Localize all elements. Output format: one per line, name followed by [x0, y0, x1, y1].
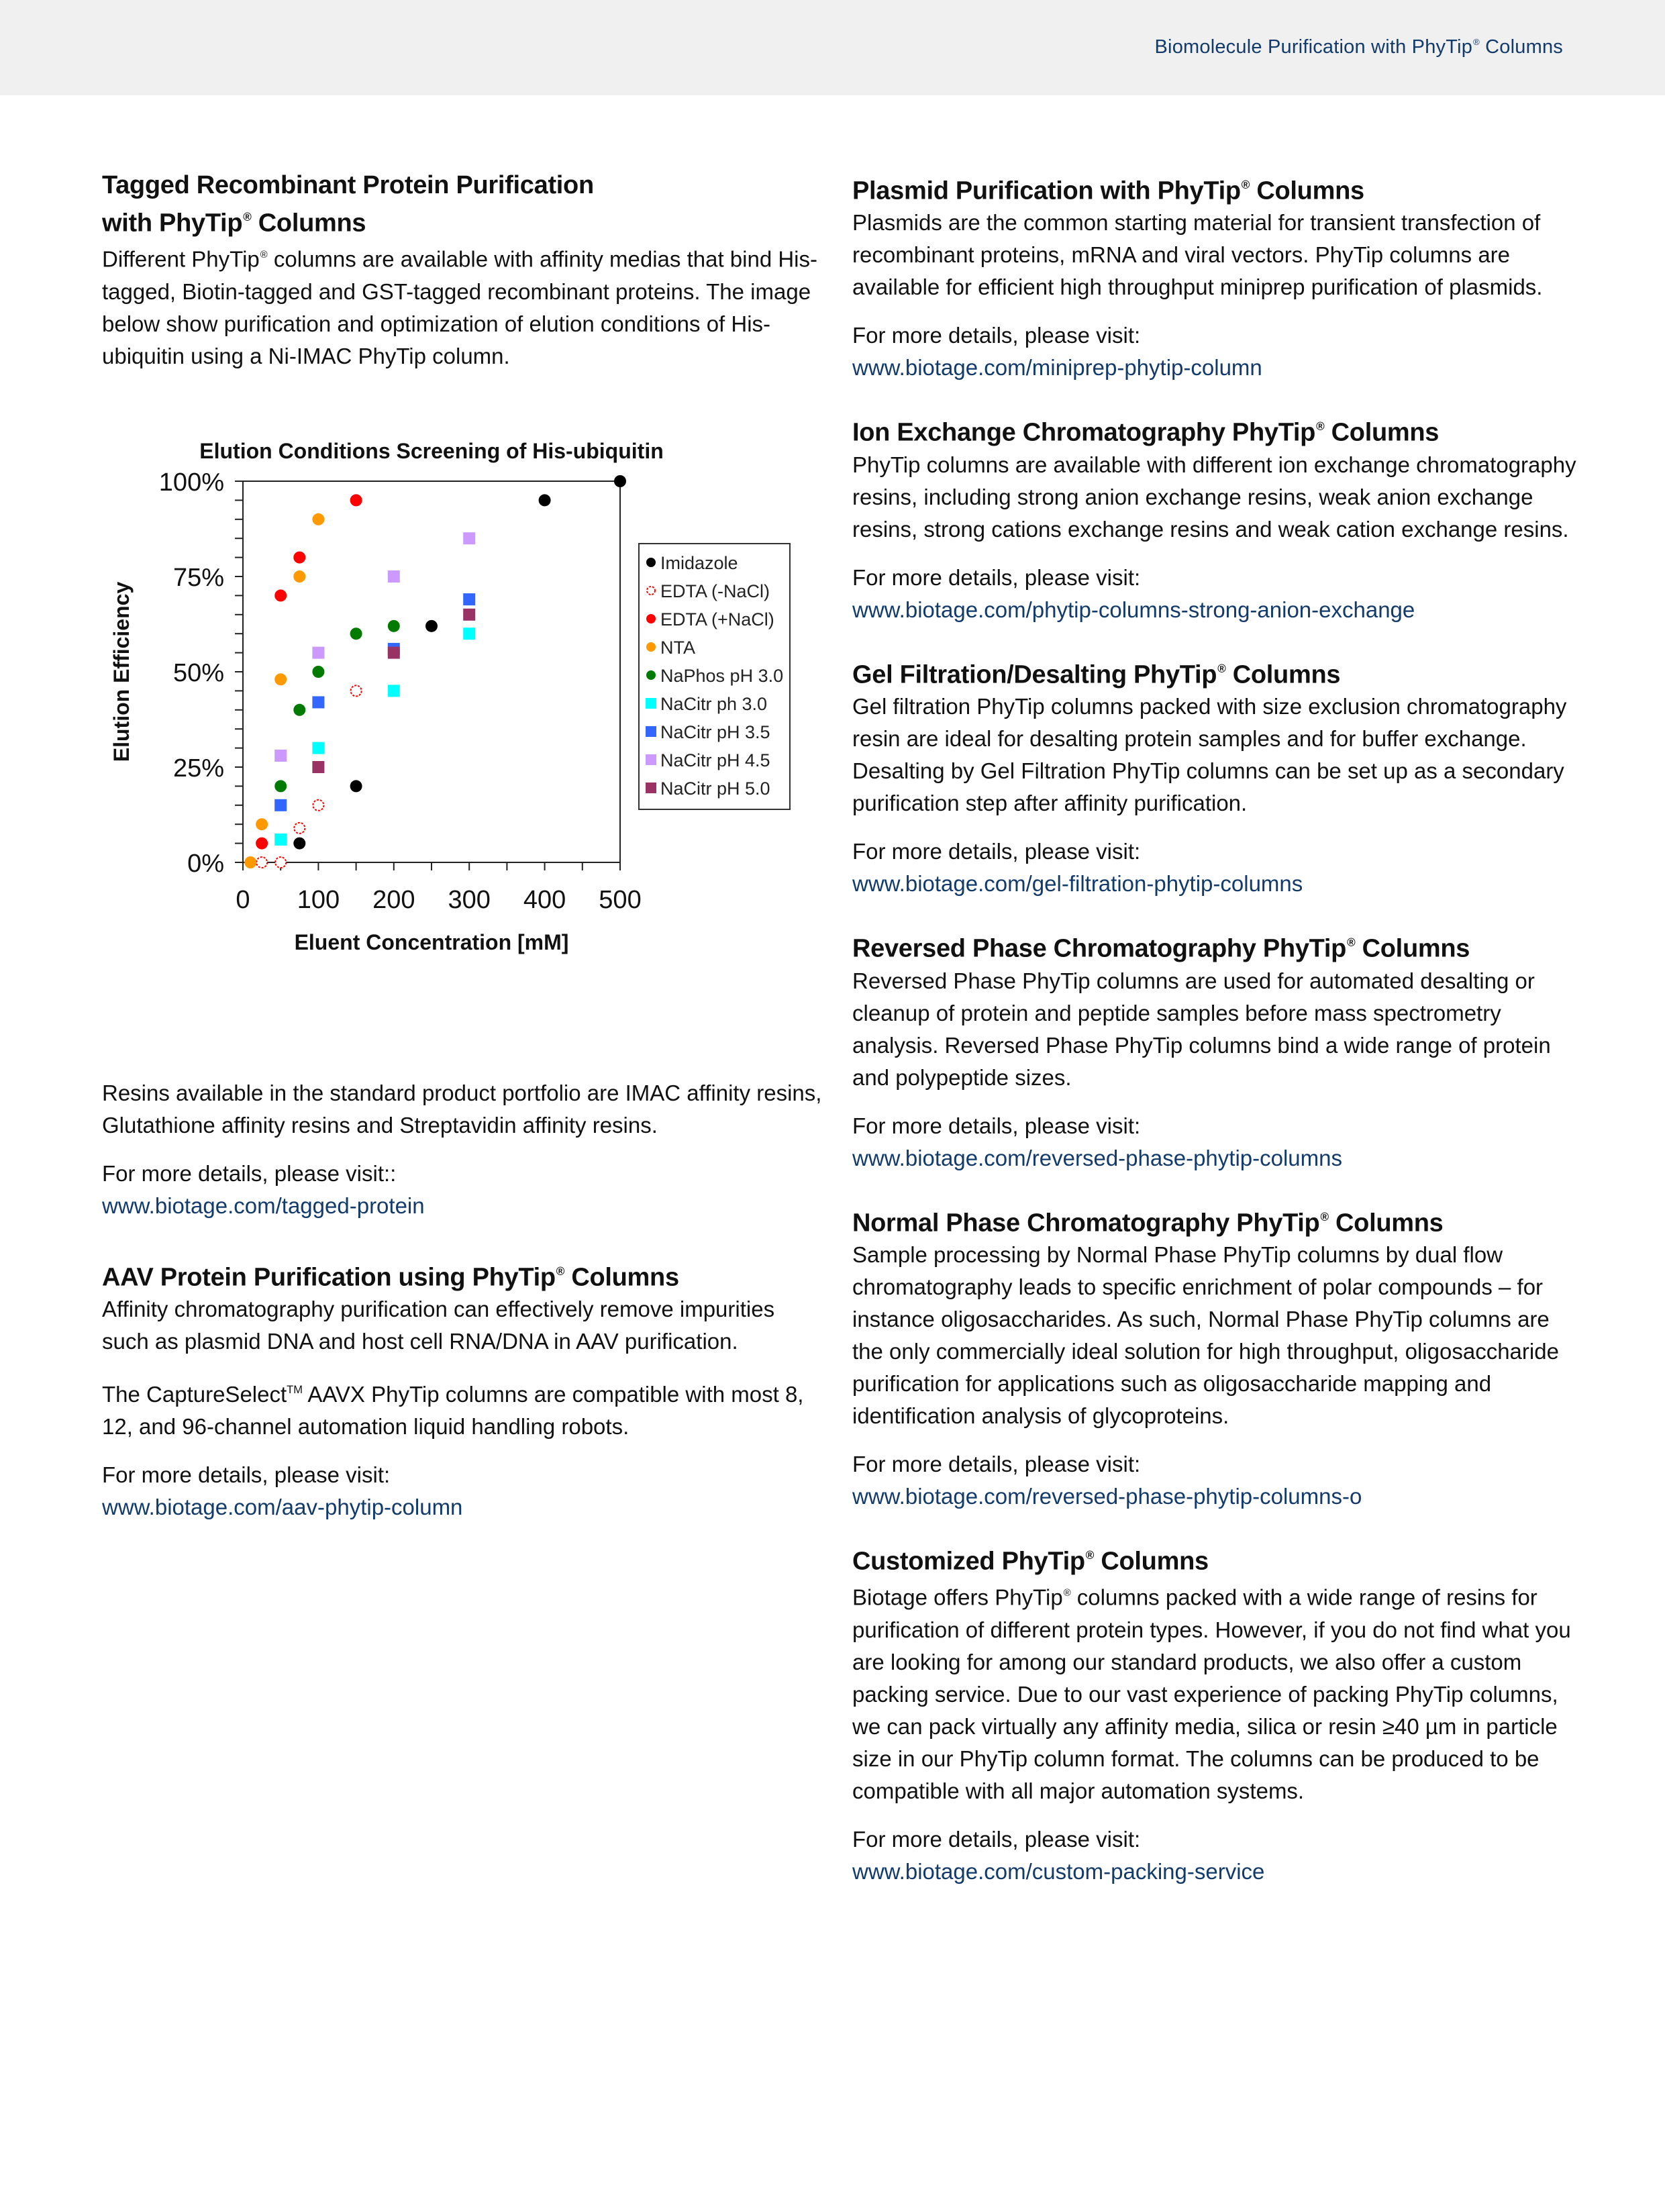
legend-label: EDTA (+NaCl)	[660, 609, 774, 630]
legend-label: NaPhos pH 3.0	[660, 665, 784, 686]
section-heading: Plasmid Purification with PhyTip® Columns	[852, 177, 1364, 205]
legend-label: NaCitr pH 5.0	[660, 778, 770, 799]
more-details-label: For more details, please visit:	[852, 1826, 1141, 1852]
y-tick-label: 50%	[172, 658, 224, 687]
section-aav	[102, 1256, 827, 1524]
data-point	[312, 513, 324, 525]
data-point	[463, 609, 475, 621]
legend-marker	[646, 754, 656, 765]
more-details-label: For more details, please visit:	[852, 1113, 1141, 1138]
data-point	[312, 646, 324, 658]
data-point	[312, 742, 324, 754]
more-details-label: For more details, please visit:	[852, 323, 1141, 348]
legend-marker	[646, 614, 656, 623]
section-ion-exchange	[852, 411, 1577, 625]
data-point	[463, 593, 475, 605]
resins-text: Resins available in the standard product portfolio are IMAC affinity resins, Glutathione affinity resins and Streptavidin affinity resins.	[102, 1080, 822, 1138]
legend-marker	[647, 587, 655, 595]
data-point	[351, 685, 362, 696]
elution-chart	[102, 433, 834, 1023]
plot-frame	[243, 481, 620, 862]
section-plasmid	[852, 169, 1577, 384]
data-point	[256, 818, 268, 830]
header-band	[0, 0, 1665, 95]
data-point	[388, 685, 400, 697]
data-point	[274, 834, 287, 846]
section-body: Affinity chromatography purification can effectively remove impurities such as plasmid DNA and host cell RNA/DNA in AAV purification.	[102, 1297, 775, 1354]
trademark-mark: TM	[287, 1384, 303, 1397]
data-point	[293, 570, 305, 583]
data-point	[274, 673, 287, 685]
legend-marker	[646, 726, 656, 737]
legend-marker	[646, 558, 656, 567]
x-tick-label: 0	[236, 885, 250, 914]
legend-label: NaCitr pH 3.5	[660, 721, 770, 742]
section-body: Sample processing by Normal Phase PhyTip columns by dual flow chromatography leads to specific enrichment of polar compounds – for instance oligosaccharides. As such, Normal Phase PhyTip columns are the only commercially ideal solution for high throughput, oligosaccharide purification for applications such as oligosaccharide mapping and identification analysis of glycoproteins.	[852, 1242, 1559, 1428]
section-body: Biotage offers PhyTip® columns packed with a wide range of resins for purification of different protein types. However, if you do not find what you are looking for among our standard products, we also offer a custom packing service. Due to our vast experience of packing PhyTip columns, we can pack virtually any affinity media, silica or resin ≥40 µm in particle size in our PhyTip column format. The columns can be produced to be compatible with all major automation systems.	[852, 1585, 1571, 1803]
data-point	[274, 799, 287, 811]
data-point	[463, 532, 475, 544]
more-details-label: For more details, please visit:	[852, 564, 1141, 590]
registered-mark: ®	[1320, 1210, 1329, 1223]
data-point	[463, 627, 475, 640]
elution-scatter-chart	[102, 433, 834, 1023]
x-tick-label: 200	[372, 885, 415, 914]
legend-label: NaCitr ph 3.0	[660, 693, 768, 714]
section-body: Gel filtration PhyTip columns packed with size exclusion chromatography resin are ideal for desalting protein samples and for buffer exchange. Desalting by Gel Filtration PhyTip columns can be set up as a secondary purification step after affinity purification.	[852, 694, 1567, 816]
section-normal-phase	[852, 1201, 1577, 1513]
x-tick-label: 300	[448, 885, 491, 914]
data-point	[350, 780, 362, 792]
right-column	[852, 169, 1577, 1915]
data-point	[293, 704, 305, 716]
left-column	[102, 169, 827, 1548]
reversed-phase-link[interactable]: www.biotage.com/reversed-phase-phytip-columns	[852, 1145, 1342, 1170]
data-point	[256, 837, 268, 849]
legend-label: Imidazole	[660, 552, 738, 573]
page-header-title: Biomolecule Purification with PhyTip® Columns	[1154, 36, 1563, 58]
legend-marker	[646, 642, 656, 652]
more-details-label: For more details, please visit::	[102, 1160, 397, 1186]
ion-exchange-link[interactable]: www.biotage.com/phytip-columns-strong-anion-exchange	[852, 597, 1415, 622]
data-point	[350, 494, 362, 506]
section-tagged-protein	[102, 169, 827, 1222]
data-point	[312, 761, 324, 773]
data-point	[275, 857, 286, 868]
registered-mark: ®	[243, 211, 252, 223]
data-point	[313, 800, 323, 811]
data-point	[388, 570, 400, 583]
registered-mark: ®	[1347, 936, 1356, 950]
registered-mark: ®	[1241, 179, 1250, 191]
legend-label: NaCitr pH 4.5	[660, 750, 770, 770]
registered-mark: ®	[260, 250, 268, 261]
legend-label: NTA	[660, 637, 695, 658]
section-body: Reversed Phase PhyTip columns are used for automated desalting or cleanup of protein and peptide samples before mass spectrometry analysis. Reversed Phase PhyTip columns bind a wide range of protein and polypeptide sizes.	[852, 968, 1551, 1090]
data-point	[312, 666, 324, 678]
data-point	[350, 627, 362, 640]
section-heading: Tagged Recombinant Protein Purification with PhyTip® Columns	[102, 171, 594, 238]
data-point	[388, 646, 400, 658]
x-tick-label: 100	[297, 885, 340, 914]
data-point	[614, 475, 626, 487]
section-gel-filtration	[852, 653, 1577, 900]
x-axis-label: Eluent Concentration [mM]	[294, 929, 569, 954]
data-point	[274, 589, 287, 601]
section-body-2: The CaptureSelect™ AAVX PhyTip columns are compatible with most 8, 12, and 96-channel automation liquid handling robots.	[102, 1382, 804, 1440]
y-tick-label: 0%	[187, 849, 224, 878]
y-tick-label: 100%	[158, 468, 224, 497]
data-point	[388, 620, 400, 632]
section-body: Different PhyTip® columns are available with affinity medias that bind His-tagged, Biotin-tagged and GST-tagged recombinant proteins. The image below show purification and optimization of elution conditions of His- ubiquitin using a Ni-IMAC PhyTip column.	[102, 246, 817, 368]
gel-filtration-link[interactable]: www.biotage.com/gel-filtration-phytip-columns	[852, 871, 1303, 897]
section-reversed-phase	[852, 927, 1577, 1174]
data-point	[293, 837, 305, 849]
data-point	[256, 857, 267, 868]
more-details-label: For more details, please visit:	[852, 1451, 1141, 1476]
registered-mark: ®	[1217, 662, 1226, 675]
legend-marker	[646, 783, 656, 793]
data-point	[425, 620, 438, 632]
data-point	[244, 856, 256, 868]
custom-packing-link[interactable]: www.biotage.com/custom-packing-service	[852, 1858, 1265, 1884]
tagged-protein-link[interactable]: www.biotage.com/tagged-protein	[102, 1193, 425, 1218]
legend-marker	[646, 698, 656, 709]
more-details-label: For more details, please visit:	[852, 839, 1141, 864]
registered-mark: ®	[1473, 37, 1480, 48]
section-heading: Customized PhyTip® Columns	[852, 1547, 1209, 1576]
data-point	[539, 494, 551, 506]
x-tick-label: 400	[523, 885, 566, 914]
legend-label: EDTA (-NaCl)	[660, 581, 770, 601]
y-tick-label: 75%	[172, 563, 224, 592]
section-heading: Reversed Phase Chromatography PhyTip® Columns	[852, 934, 1470, 963]
registered-mark: ®	[1063, 1588, 1071, 1599]
plasmid-link[interactable]: www.biotage.com/miniprep-phytip-column	[852, 355, 1262, 381]
section-body: Plasmids are the common starting material for transient transfection of recombinant proteins, mRNA and viral vectors. PhyTip columns are available for efficient high throughput miniprep purification of plasmids.	[852, 210, 1543, 300]
normal-phase-link[interactable]: www.biotage.com/reversed-phase-phytip-columns-o	[852, 1483, 1362, 1509]
aav-link[interactable]: www.biotage.com/aav-phytip-column	[102, 1495, 463, 1520]
data-point	[312, 696, 324, 708]
data-point	[274, 750, 287, 762]
y-tick-label: 25%	[172, 754, 224, 783]
registered-mark: ®	[556, 1264, 565, 1278]
section-heading: Normal Phase Chromatography PhyTip® Columns	[852, 1208, 1444, 1237]
registered-mark: ®	[1316, 420, 1325, 434]
data-point	[274, 780, 287, 792]
registered-mark: ®	[1085, 1548, 1095, 1562]
x-tick-label: 500	[599, 885, 642, 914]
section-heading: Gel Filtration/Desalting PhyTip® Columns	[852, 660, 1341, 689]
legend-marker	[646, 670, 656, 680]
data-point	[293, 551, 305, 563]
more-details-label: For more details, please visit:	[102, 1462, 391, 1488]
data-point	[294, 823, 305, 834]
section-customized	[852, 1540, 1577, 1888]
y-axis-label: Elution Efficiency	[109, 581, 134, 762]
chart-title: Elution Conditions Screening of His-ubiquitin	[199, 438, 664, 463]
section-heading: Ion Exchange Chromatography PhyTip® Columns	[852, 418, 1440, 447]
section-body: PhyTip columns are available with different ion exchange chromatography resins, including strong anion exchange resins, weak anion exchange resins, strong cations exchange resins and weak cation exchange resins.	[852, 452, 1576, 542]
section-heading: AAV Protein Purification using PhyTip® Columns	[102, 1263, 679, 1292]
